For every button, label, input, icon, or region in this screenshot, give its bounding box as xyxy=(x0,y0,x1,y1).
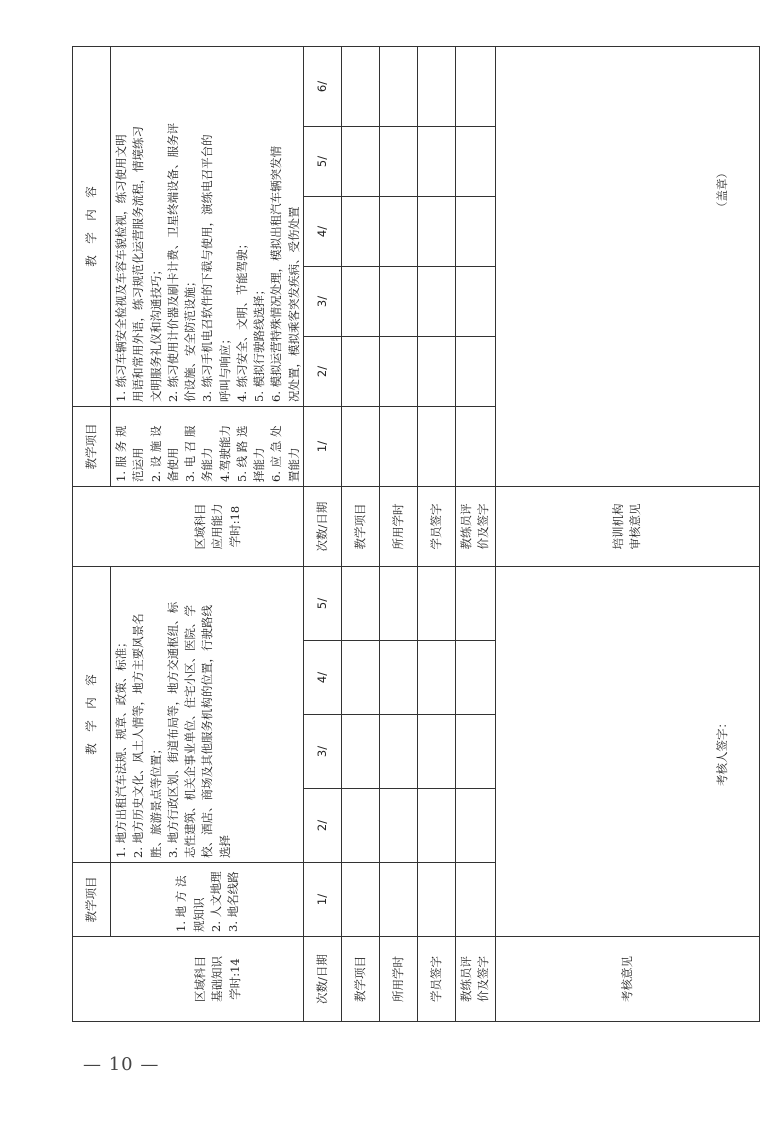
left-subject-cell xyxy=(73,937,304,1022)
hours-row xyxy=(379,46,417,1021)
right-content-line-6: 3. 练习手机电召软件的下载与使用，演练电召平台的 xyxy=(200,134,215,402)
right-coach-eval-3[interactable] xyxy=(455,267,495,337)
teaching-item-row xyxy=(341,46,379,1021)
right-content-line-11: 况处置，模拟乘客突发疾病、受伤处置 xyxy=(286,206,301,402)
right-items-cell xyxy=(111,407,304,487)
left-content-line-7: 选择 xyxy=(217,835,232,858)
right-coach-eval-line-1: 教练员评 xyxy=(459,503,473,550)
right-coach-eval-label xyxy=(455,487,495,567)
left-content-header: 教 学 内 容 xyxy=(73,567,111,863)
right-teaching-item-1[interactable] xyxy=(341,407,379,487)
left-coach-eval-line-2: 价及签字 xyxy=(476,956,491,1002)
dates-row xyxy=(303,46,341,1021)
right-subject-line-3: 学时:18 xyxy=(227,505,242,548)
right-teaching-item-4[interactable] xyxy=(341,197,379,267)
stamp-label: （盖章） xyxy=(714,166,729,213)
right-teaching-item-label: 教学项目 xyxy=(341,487,379,567)
right-item-line-5: 3. 电 召 服 xyxy=(183,425,197,482)
right-item-line-11: 置能力 xyxy=(286,447,301,482)
right-subject-line-2: 应用能力 xyxy=(210,503,225,550)
left-teaching-item-3[interactable] xyxy=(341,715,379,789)
left-subject-line-1: 区域科目 xyxy=(193,956,207,1002)
examiner-sign-cell[interactable] xyxy=(495,567,759,937)
left-item-line-3: 2. 人文地理 xyxy=(208,871,223,932)
coach-eval-row xyxy=(455,46,495,1021)
left-hours-3[interactable] xyxy=(379,715,417,789)
left-student-sign-2[interactable] xyxy=(417,789,455,863)
left-date-3: 3/ xyxy=(303,715,341,789)
org-opinion-line-2: 审核意见 xyxy=(628,503,643,550)
left-hours-1[interactable] xyxy=(379,863,417,937)
right-date-5: 5/ xyxy=(303,127,341,197)
org-stamp-cell[interactable] xyxy=(495,46,759,486)
right-item-line-3: 2. 设 施 设 xyxy=(148,425,163,482)
right-coach-eval-2[interactable] xyxy=(455,337,495,407)
left-teaching-item-2[interactable] xyxy=(341,789,379,863)
right-content-line-3: 文明服务礼仪和沟通技巧； xyxy=(148,264,163,402)
right-content-line-8: 4. 练习安全、文明、节能驾驶； xyxy=(234,237,249,402)
left-date-2: 2/ xyxy=(303,789,341,863)
right-hours-label: 所用学时 xyxy=(379,487,417,567)
left-content-line-6: 校、酒店、商场及其他服务机构的位置，行驶路线 xyxy=(200,605,215,858)
left-coach-eval-2[interactable] xyxy=(455,789,495,863)
right-item-header: 教学项目 xyxy=(73,407,111,487)
right-date-1: 1/ xyxy=(303,407,341,487)
right-student-sign-6[interactable] xyxy=(417,46,455,126)
right-coach-eval-6[interactable] xyxy=(455,46,495,126)
right-student-sign-2[interactable] xyxy=(417,337,455,407)
right-content-line-10: 6. 模拟运营特殊情况处理，模拟出租汽车辆突发情 xyxy=(269,145,284,402)
left-item-line-4: 3. 地名线路 xyxy=(226,871,241,932)
right-item-line-8: 5. 线 路 选 xyxy=(234,425,249,482)
left-content-line-5: 志性建筑、机关企事业单位、住宅小区、医院、学 xyxy=(183,605,197,858)
right-item-line-10: 6. 应 急 处 xyxy=(269,425,284,482)
right-teaching-item-5[interactable] xyxy=(341,127,379,197)
left-hours-4[interactable] xyxy=(379,641,417,715)
right-teaching-item-6[interactable] xyxy=(341,46,379,126)
right-item-line-4: 备使用 xyxy=(165,447,180,482)
left-date-1: 1/ xyxy=(303,863,341,937)
right-student-sign-1[interactable] xyxy=(417,407,455,487)
left-student-sign-label: 学员签字 xyxy=(417,937,455,1022)
org-opinion-line-1: 培训机构 xyxy=(611,503,626,550)
right-student-sign-4[interactable] xyxy=(417,197,455,267)
right-coach-eval-1[interactable] xyxy=(455,407,495,487)
right-content-header: 教 学 内 容 xyxy=(73,46,111,406)
right-content-line-2: 用语和常用外语，练习规范化运营服务流程，情境练习 xyxy=(131,126,146,402)
left-subject-line-3: 学时:14 xyxy=(227,958,242,1000)
left-student-sign-5[interactable] xyxy=(417,567,455,641)
left-times-date-label: 次数/日期 xyxy=(303,937,341,1022)
right-subject-line-1: 区域科目 xyxy=(193,503,207,550)
right-item-line-7: 4.驾驶能力 xyxy=(217,425,232,482)
left-student-sign-3[interactable] xyxy=(417,715,455,789)
right-times-date-label: 次数/日期 xyxy=(303,487,341,567)
right-teaching-item-2[interactable] xyxy=(341,337,379,407)
left-coach-eval-1[interactable] xyxy=(455,863,495,937)
right-content-line-7: 呼叫与响应； xyxy=(217,333,232,402)
right-content-cell xyxy=(111,46,304,406)
examiner-sign-label: 考核人签字： xyxy=(714,717,729,786)
org-opinion-label xyxy=(495,487,759,567)
right-content-line-5: 价设施、安全防范设施； xyxy=(183,275,197,402)
right-item-line-2: 范运用 xyxy=(131,447,146,482)
left-coach-eval-line-1: 教练员评 xyxy=(459,956,473,1002)
right-item-line-9: 择能力 xyxy=(252,447,266,482)
right-coach-eval-5[interactable] xyxy=(455,127,495,197)
left-student-sign-1[interactable] xyxy=(417,863,455,937)
left-hours-2[interactable] xyxy=(379,789,417,863)
left-content-cell xyxy=(111,567,304,863)
right-item-line-1: 1. 服 务 规 xyxy=(114,425,128,482)
left-coach-eval-3[interactable] xyxy=(455,715,495,789)
opinion-row xyxy=(495,46,759,1021)
left-student-sign-4[interactable] xyxy=(417,641,455,715)
right-coach-eval-line-2: 价及签字 xyxy=(476,503,491,550)
right-student-sign-3[interactable] xyxy=(417,267,455,337)
training-record-table xyxy=(72,46,760,1022)
right-student-sign-label: 学员签字 xyxy=(417,487,455,567)
right-content-line-1: 1. 练习车辆安全检视及车容车貌检视，练习使用文明 xyxy=(114,134,128,402)
right-hours-5[interactable] xyxy=(379,127,417,197)
right-date-2: 2/ xyxy=(303,337,341,407)
right-subject-cell xyxy=(73,487,304,567)
left-teaching-item-5[interactable] xyxy=(341,567,379,641)
exam-opinion-label: 考核意见 xyxy=(495,937,759,1022)
rotated-form xyxy=(72,80,760,1022)
left-item-line-1: 1. 地 方 法 xyxy=(174,875,189,932)
right-hours-1[interactable] xyxy=(379,407,417,487)
right-student-sign-5[interactable] xyxy=(417,127,455,197)
right-hours-4[interactable] xyxy=(379,197,417,267)
left-content-line-2: 2. 地方历史文化、风土人情等，地方主要风景名 xyxy=(131,613,146,858)
left-teaching-item-label: 教学项目 xyxy=(341,937,379,1022)
left-date-4: 4/ xyxy=(303,641,341,715)
right-hours-6[interactable] xyxy=(379,46,417,126)
left-coach-eval-5[interactable] xyxy=(455,567,495,641)
left-hours-label: 所用学时 xyxy=(379,937,417,1022)
right-date-3: 3/ xyxy=(303,267,341,337)
right-hours-2[interactable] xyxy=(379,337,417,407)
left-item-line-2: 规知识 xyxy=(191,897,206,932)
left-subject-line-2: 基础知识 xyxy=(210,956,225,1002)
left-items-cell xyxy=(111,863,304,937)
left-coach-eval-label xyxy=(455,937,495,1022)
page-number: — 10 — xyxy=(83,1054,160,1075)
left-date-5: 5/ xyxy=(303,567,341,641)
right-content-line-4: 2. 练习使用计价器及刷卡计费、卫星终端设备、服务评 xyxy=(165,122,180,402)
left-coach-eval-4[interactable] xyxy=(455,641,495,715)
left-item-header: 教学项目 xyxy=(73,863,111,937)
left-teaching-item-4[interactable] xyxy=(341,641,379,715)
right-date-6: 6/ xyxy=(303,46,341,126)
left-hours-5[interactable] xyxy=(379,567,417,641)
right-hours-3[interactable] xyxy=(379,267,417,337)
right-date-4: 4/ xyxy=(303,197,341,267)
left-teaching-item-1[interactable] xyxy=(341,863,379,937)
right-item-line-6: 务能力 xyxy=(200,447,215,482)
right-coach-eval-4[interactable] xyxy=(455,197,495,267)
right-teaching-item-3[interactable] xyxy=(341,267,379,337)
right-content-line-9: 5. 模拟行驶路线选择； xyxy=(252,283,266,402)
left-content-line-4: 3. 地方行政区划、街道布局等，地方交通枢纽、标 xyxy=(165,601,180,858)
left-content-line-1: 1. 地方出租汽车法规、规章、政策、标准； xyxy=(114,636,128,858)
student-sign-row xyxy=(417,46,455,1021)
left-content-line-3: 胜、旅游景点等位置； xyxy=(148,743,163,858)
header-row xyxy=(73,46,111,1021)
